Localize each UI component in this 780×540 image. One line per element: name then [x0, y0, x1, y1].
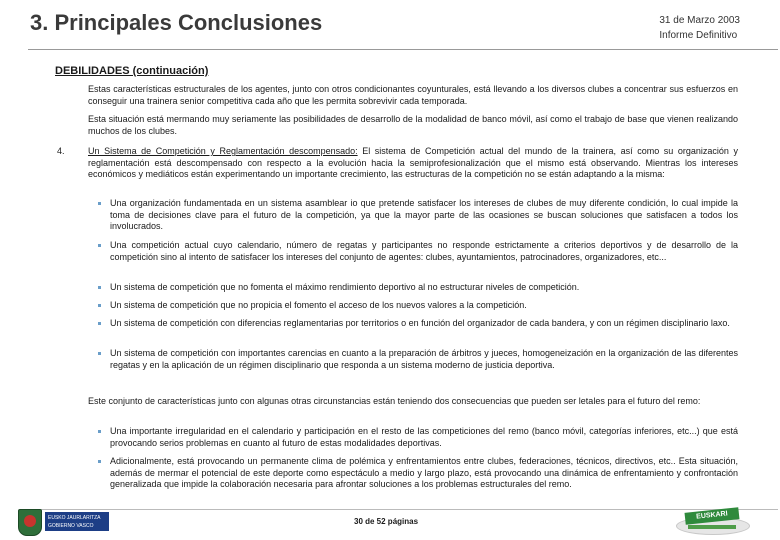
logo-badge: EUSKARI	[685, 507, 740, 525]
report-status: Informe Definitivo	[659, 30, 738, 41]
coat-of-arms-icon	[18, 509, 42, 536]
page-counter: 30 de 52 páginas	[354, 517, 419, 526]
paragraph-structural: Estas características estructurales de los agentes, junto con otros condicionantes coyunturales, está llevando a los diversos clubes a concentrar sus esfuerzos en conseguir una trainera senior competitiva cada año que les permita sobrevivir cada temporada.	[88, 84, 738, 106]
report-meta	[659, 13, 740, 43]
item-competition-system	[88, 146, 738, 181]
report-date: 31 de Marzo 2003	[659, 15, 740, 26]
bullet-item: Un sistema de competición que no propicia el fomento el acceso de los nuevos valores a la competición.	[110, 300, 738, 312]
header-divider	[28, 49, 778, 50]
bullet-item: Una competición actual cuyo calendario, número de regatas y participantes no responde estrictamente a criterios deportivos y de desarrollo de la competición sino al intento de satisfacer los intereses del conjunto de agentes: clubes, ayuntamientos, patrocinadores, organizadores, etc...	[110, 240, 738, 262]
gobierno-vasco-logo	[18, 509, 108, 535]
page-header	[0, 0, 780, 50]
bullet-item: Un sistema de competición con diferencias reglamentarias por territorios o en función del organizador de cada bandera, y con un régimen disciplinario laxo.	[110, 318, 738, 330]
gov-wordmark	[45, 512, 109, 531]
item-text: El sistema de Competición actual del mundo de la trainera, así como su organización y reglamentación está descompensado con respecto a la evolución hacia la semiprofesionalización que el mismo está observando. Mientras los intereses económicos y mediáticos están experimentando un importante crecimiento, las estructuras de la competición no se están adaptando a la misma:	[88, 146, 738, 179]
gov-line-basque: EUSKO JAURLARITZA	[48, 515, 101, 521]
gov-line-spanish: GOBIERNO VASCO	[48, 523, 94, 529]
footer-divider	[28, 509, 778, 510]
bullet-item: Una organización fundamentada en un sistema asamblear io que pretende satisfacer los intereses de clubes de muy diferente condición, lo cual impide la toma de decisiones clave para el futuro de la competición, ya que la mayor parte de las ocasiones se buscan soluciones que satisfacen a todos los involucrados.	[110, 198, 738, 231]
paragraph-situation: Esta situación está mermando muy seriamente las posibilidades de desarrollo de la modalidad de banco móvil, así como el trabajo de base que vienen realizando muchos de los clubes.	[88, 114, 738, 136]
bullet-item: Un sistema de competición con importantes carencias en cuanto a la preparación de árbitros y jueces, homogeneización en la organización de las diferentes regatas y en la aplicación de un régimen disciplinario que responda a un sistema moderno de justicia deportiva.	[110, 348, 738, 370]
bullet-item: Un sistema de competición que no fomenta el máximo rendimiento deportivo al no estructurar niveles de competición.	[110, 282, 738, 294]
item-title: Un Sistema de Competición y Reglamentación descompensado:	[88, 146, 358, 156]
paragraph-consequences: Este conjunto de características junto con algunas otras circunstancias están teniendo dos consecuencias que pueden ser letales para el futuro del remo:	[88, 396, 701, 406]
consequence-item: Adicionalmente, está provocando un permanente clima de polémica y enfrentamientos entre clubes, federaciones, técnicos, directivos, etc.. Esta situación, además de mermar el potencial de este deporte como espectáculo a medio y largo plazo, está provocando una dinámica de enfrentamiento y confrontación generalizada que impide la colaboración necesaria para afrontar soluciones a los problemas estructurales del remo.	[110, 456, 738, 489]
section-heading: DEBILIDADES (continuación)	[55, 65, 209, 77]
consequence-item: Una importante irregularidad en el calendario y participación en el resto de las competiciones del remo (banco móvil, categorías inferiores, etc...) que está provocando serios problemas en cuanto al futuro de estas modalidades deportivas.	[110, 426, 738, 448]
page-title: 3. Principales Conclusiones	[30, 10, 323, 35]
item-number: 4.	[57, 146, 65, 156]
logo-stripe	[688, 525, 736, 529]
euskarri-logo	[676, 508, 748, 536]
